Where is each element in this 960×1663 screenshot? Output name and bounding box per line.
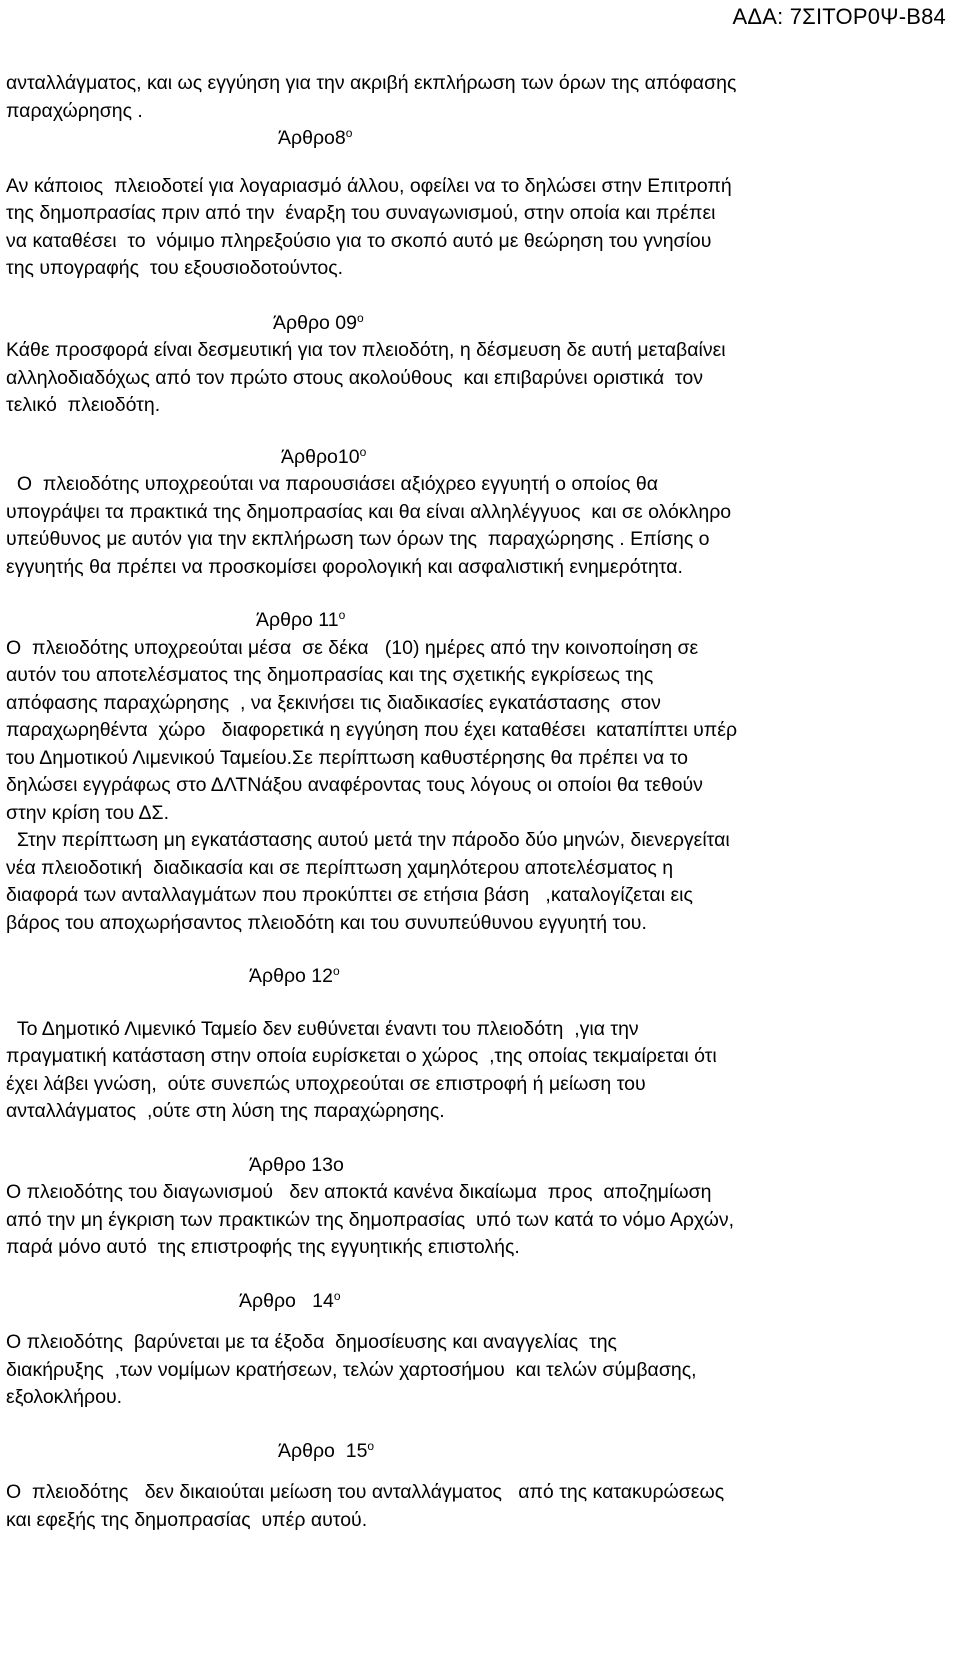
document-body [6,70,946,1534]
text-line: αυτόν του αποτελέσματος της δημοπρασίας και της σχετικής εγκρίσεως της [6,664,654,686]
text-line: διακήρυξης ,των νομίμων κρατήσεων, τελών χαρτοσήμου και τελών σύμβασης, [6,1358,697,1381]
article-8-body [6,173,946,283]
text-line: Το Δημοτικό Λιμενικό Ταμείο δεν ευθύνεται έναντι του πλειοδότη ,για την [6,1017,639,1040]
article-11-body [6,635,946,938]
text-line: της υπογραφής του εξουσιοδοτούντος. [6,257,344,279]
text-line: παρά μόνο αυτό της επιστροφής της εγγυητικής επιστολής. [6,1236,520,1258]
article-10-body [6,471,946,581]
text-line: Ο πλειοδότης δεν δικαιούται μείωση του ανταλλάγματος από της κατακυρώσεως [6,1481,725,1503]
text-line: ανταλλάγματος ,ούτε στη λύση της παραχώρησης. [6,1100,445,1122]
article-8-title: $Ά\rho\theta\rho o8^o$ [278,126,353,149]
text-line: παραχωρηθέντα χώρο διαφορετικά η εγγύηση που έχει καταθέσει καταπίπτει υπέρ [6,719,738,741]
paragraph-continuation [6,70,946,125]
article-13-title: Άρθρο 13ο [249,1153,344,1176]
text-line: νέα πλειοδοτική διαδικασία και σε περίπτωση χαμηλότερου αποτελέσματος η [6,856,674,879]
article-15-title: Άρθρο $15^o$ [278,1438,375,1462]
text-line: διαφορά των ανταλλαγμάτων που προκύπτει σε ετήσια βάση ,καταλογίζεται εις [6,884,693,906]
text-line: στην κρίση του ΔΣ. [6,801,169,824]
text-line: πραγματική κατάσταση στην οποία ευρίσκεται ο χώρος ,της οποίας τεκμαίρεται ότι [6,1045,717,1067]
text-line: από την μη έγκριση των πρακτικών της δημοπρασίας υπό των κατά το νόμο Αρχών, [6,1208,735,1231]
text-line: της δημοπρασίας πριν από την έναρξη του συναγωνισμού, στην οποία και πρέπει [6,202,716,224]
article-9-body [6,337,946,420]
text-line: βάρος του αποχωρήσαντος πλειοδότη και του συνυπεύθυνου εγγυητή του. [6,911,647,934]
text-line: υπογράψει τα πρακτικά της δημοπρασίας και θα είναι αλληλέγγυος και σε ολόκληρο [6,500,732,523]
text-line: τελικό πλειοδότη. [6,394,161,416]
article-11-title: Άρθρο $11^o$ [256,608,346,631]
article-14-title: Άρθρο $14^o$ [239,1288,341,1312]
text-line: Στην περίπτωση μη εγκατάστασης αυτού μετά την πάροδο δύο μηνών, διενεργείται [6,829,730,851]
text-line: έχει λάβει γνώση, ούτε συνεπώς υποχρεούται σε επιστροφή ή μείωση του [6,1072,646,1095]
article-10-title: $Ά\rho\theta\rho o10^o$ [281,444,367,468]
text-line: αλληλοδιαδόχως από τον πρώτο στους ακολούθους και επιβαρύνει οριστικά τον [6,366,703,389]
text-line: παραχώρησης . [6,99,143,122]
text-line: εγγυητής θα πρέπει να προσκομίσει φορολογική και ασφαλιστική ενημερότητα. [6,555,683,578]
text-line: Ο πλειοδότης βαρύνεται με τα έξοδα δημοσίευσης και αναγγελίας της [6,1331,617,1353]
text-line: Ο πλειοδότης του διαγωνισμού δεν αποκτά κανένα δικαίωμα προς αποζημίωση [6,1181,712,1203]
text-line: Ο πλειοδότης υποχρεούται να παρουσιάσει αξιόχρεο εγγυητή ο οποίος θα [6,473,659,495]
article-14-body [6,1329,946,1412]
text-line: Ο πλειοδότης υποχρεούται μέσα σε δέκα (10) ημέρες από την κοινοποίηση σε [6,636,699,659]
article-12-body [6,1016,946,1126]
text-line: δηλώσει εγγράφως στο ΔΛΤΝάξου αναφέροντας τους λόγους οι οποίοι θα τεθούν [6,774,703,796]
ada-header: ΑΔΑ: 7ΣΙΤΟΡ0Ψ-Β84 [732,4,946,29]
article-15-body [6,1479,946,1534]
article-12-title: Άρθρο $12^o$ [249,964,340,987]
text-line: υπεύθυνος με αυτόν για την εκπλήρωση των όρων της παραχώρησης . Επίσης ο [6,528,710,550]
text-line: ανταλλάγματος, και ως εγγύηση για την ακριβή εκπλήρωση των όρων της απόφασης [6,72,737,94]
text-line: του Δημοτικού Λιμενικού Ταμείου.Σε περίπτωση καθυστέρησης θα πρέπει να το [6,746,688,769]
text-line: και εφεξής της δημοπρασίας υπέρ αυτού. [6,1508,368,1531]
text-line: Αν κάποιος πλειοδοτεί για λογαριασμό άλλου, οφείλει να το δηλώσει στην Επιτροπή [6,174,732,197]
text-line: να καταθέσει το νόμιμο πληρεξούσιο για το σκοπό αυτό με θεώρηση του γνησίου [6,229,712,252]
text-line: Κάθε προσφορά είναι δεσμευτική για τον πλειοδότη, η δέσμευση δε αυτή μεταβαίνει [6,339,726,361]
text-line: εξολοκλήρου. [6,1386,123,1408]
text-line: απόφασης παραχώρησης , να ξεκινήσει τις διαδικασίες εγκατάστασης στον [6,691,661,714]
article-9-title: Άρθρο $09^o$ [273,310,364,334]
article-13-body [6,1179,946,1262]
